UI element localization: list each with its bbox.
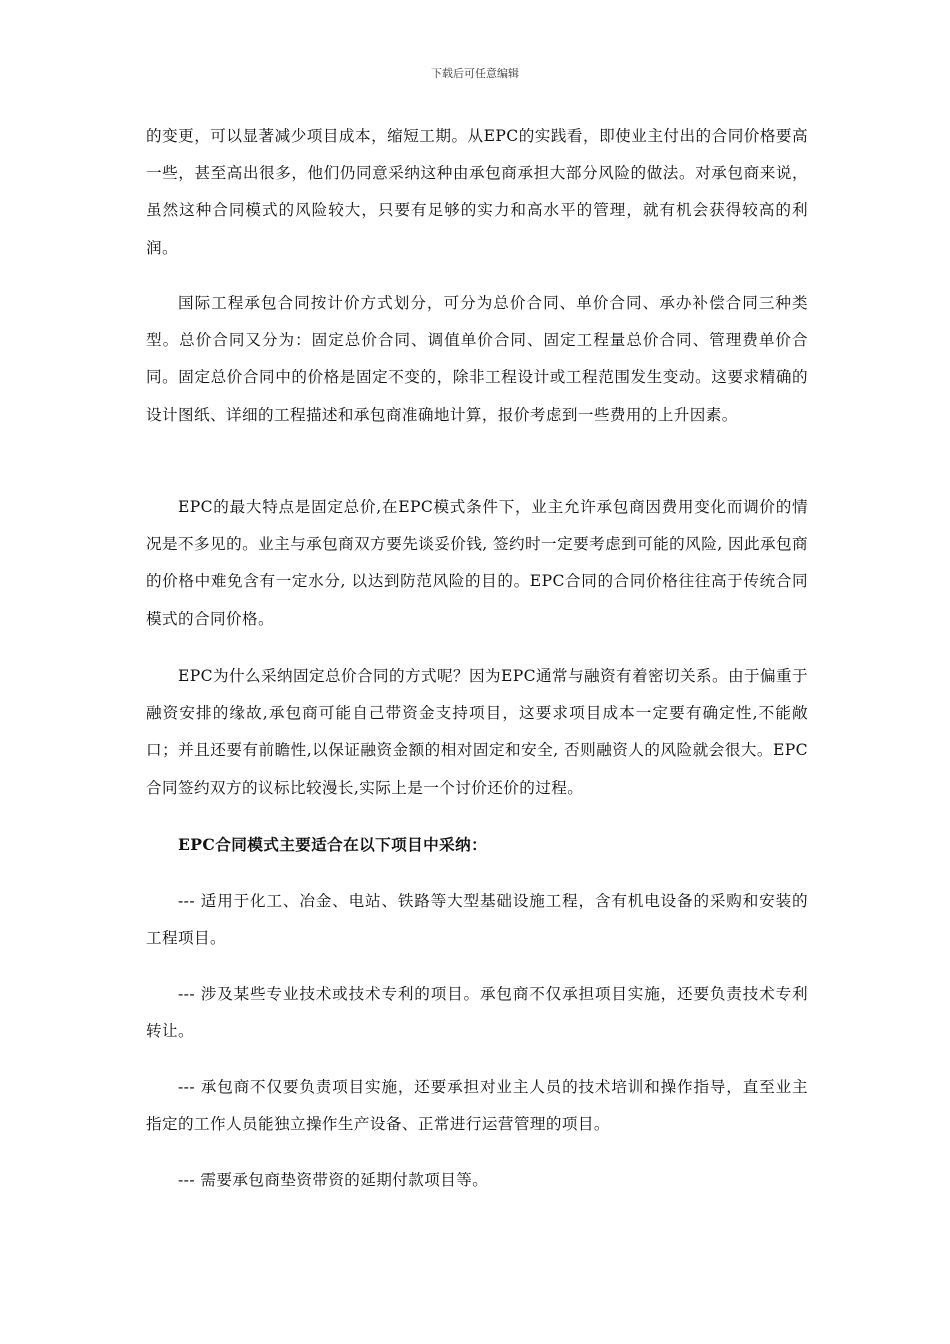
page-header-note: 下载后可任意编辑 (431, 67, 519, 80)
list-item-3: --- 承包商不仅要负责项目实施，还要承担对业主人员的技术培训和操作指导，直至业主指定的工作人员能独立操作生产设备、正常进行运营管理的项目。 (146, 1078, 808, 1134)
list-item-1: --- 适用于化工、冶金、电站、铁路等大型基础设施工程，含有机电设备的采购和安装的工程项目。 (146, 892, 808, 948)
paragraph-2: 国际工程承包合同按计价方式划分，可分为总价合同、单价合同、承办补偿合同三种类型。总价合同又分为：固定总价合同、调值单价合同、固定工程量总价合同、管理费单价合同。固定总价合同中的价格是固定不变的，除非工程设计或工程范围发生变动。这要求精确的设计图纸、详细的工程描述和承包商准确地计算，报价考虑到一些费用的上升因素。 (146, 294, 808, 424)
list-item-2: --- 涉及某些专业技术或技术专利的项目。承包商不仅承担项目实施，还要负责技术专利转让。 (146, 985, 808, 1041)
list-item-4: --- 需要承包商垫资带资的延期付款项目等。 (178, 1171, 489, 1189)
paragraph-1: 的变更，可以显著减少项目成本，缩短工期。从EPC的实践看，即使业主付出的合同价格要高一些，甚至高出很多，他们仍同意采纳这种由承包商承担大部分风险的做法。对承包商来说，虽然这种合同模式的风险较大，只要有足够的实力和高水平的管理，就有机会获得较高的利润。 (146, 127, 808, 257)
paragraph-3: EPC的最大特点是固定总价,在EPC模式条件下，业主允许承包商因费用变化而调价的情况是不多见的。业主与承包商双方要先谈妥价钱, 签约时一定要考虑到可能的风险, 因此承包商的价格中难免含有一定水分, 以达到防范风险的目的。EPC合同的合同价格往往高于传统合同模式的合同价格。 (146, 498, 808, 628)
list-heading: EPC合同模式主要适合在以下项目中采纳： (178, 835, 488, 854)
paragraph-4: EPC为什么采纳固定总价合同的方式呢？因为EPC通常与融资有着密切关系。由于偏重于融资安排的缘故,承包商可能自己带资金支持项目，这要求项目成本一定要有确定性,不能敞口；并且还要有前瞻性,以保证融资金额的相对固定和安全, 否则融资人的风险就会很大。EPC合同签约双方的议标比较漫长,实际上是一个讨价还价的过程。 (146, 667, 808, 797)
